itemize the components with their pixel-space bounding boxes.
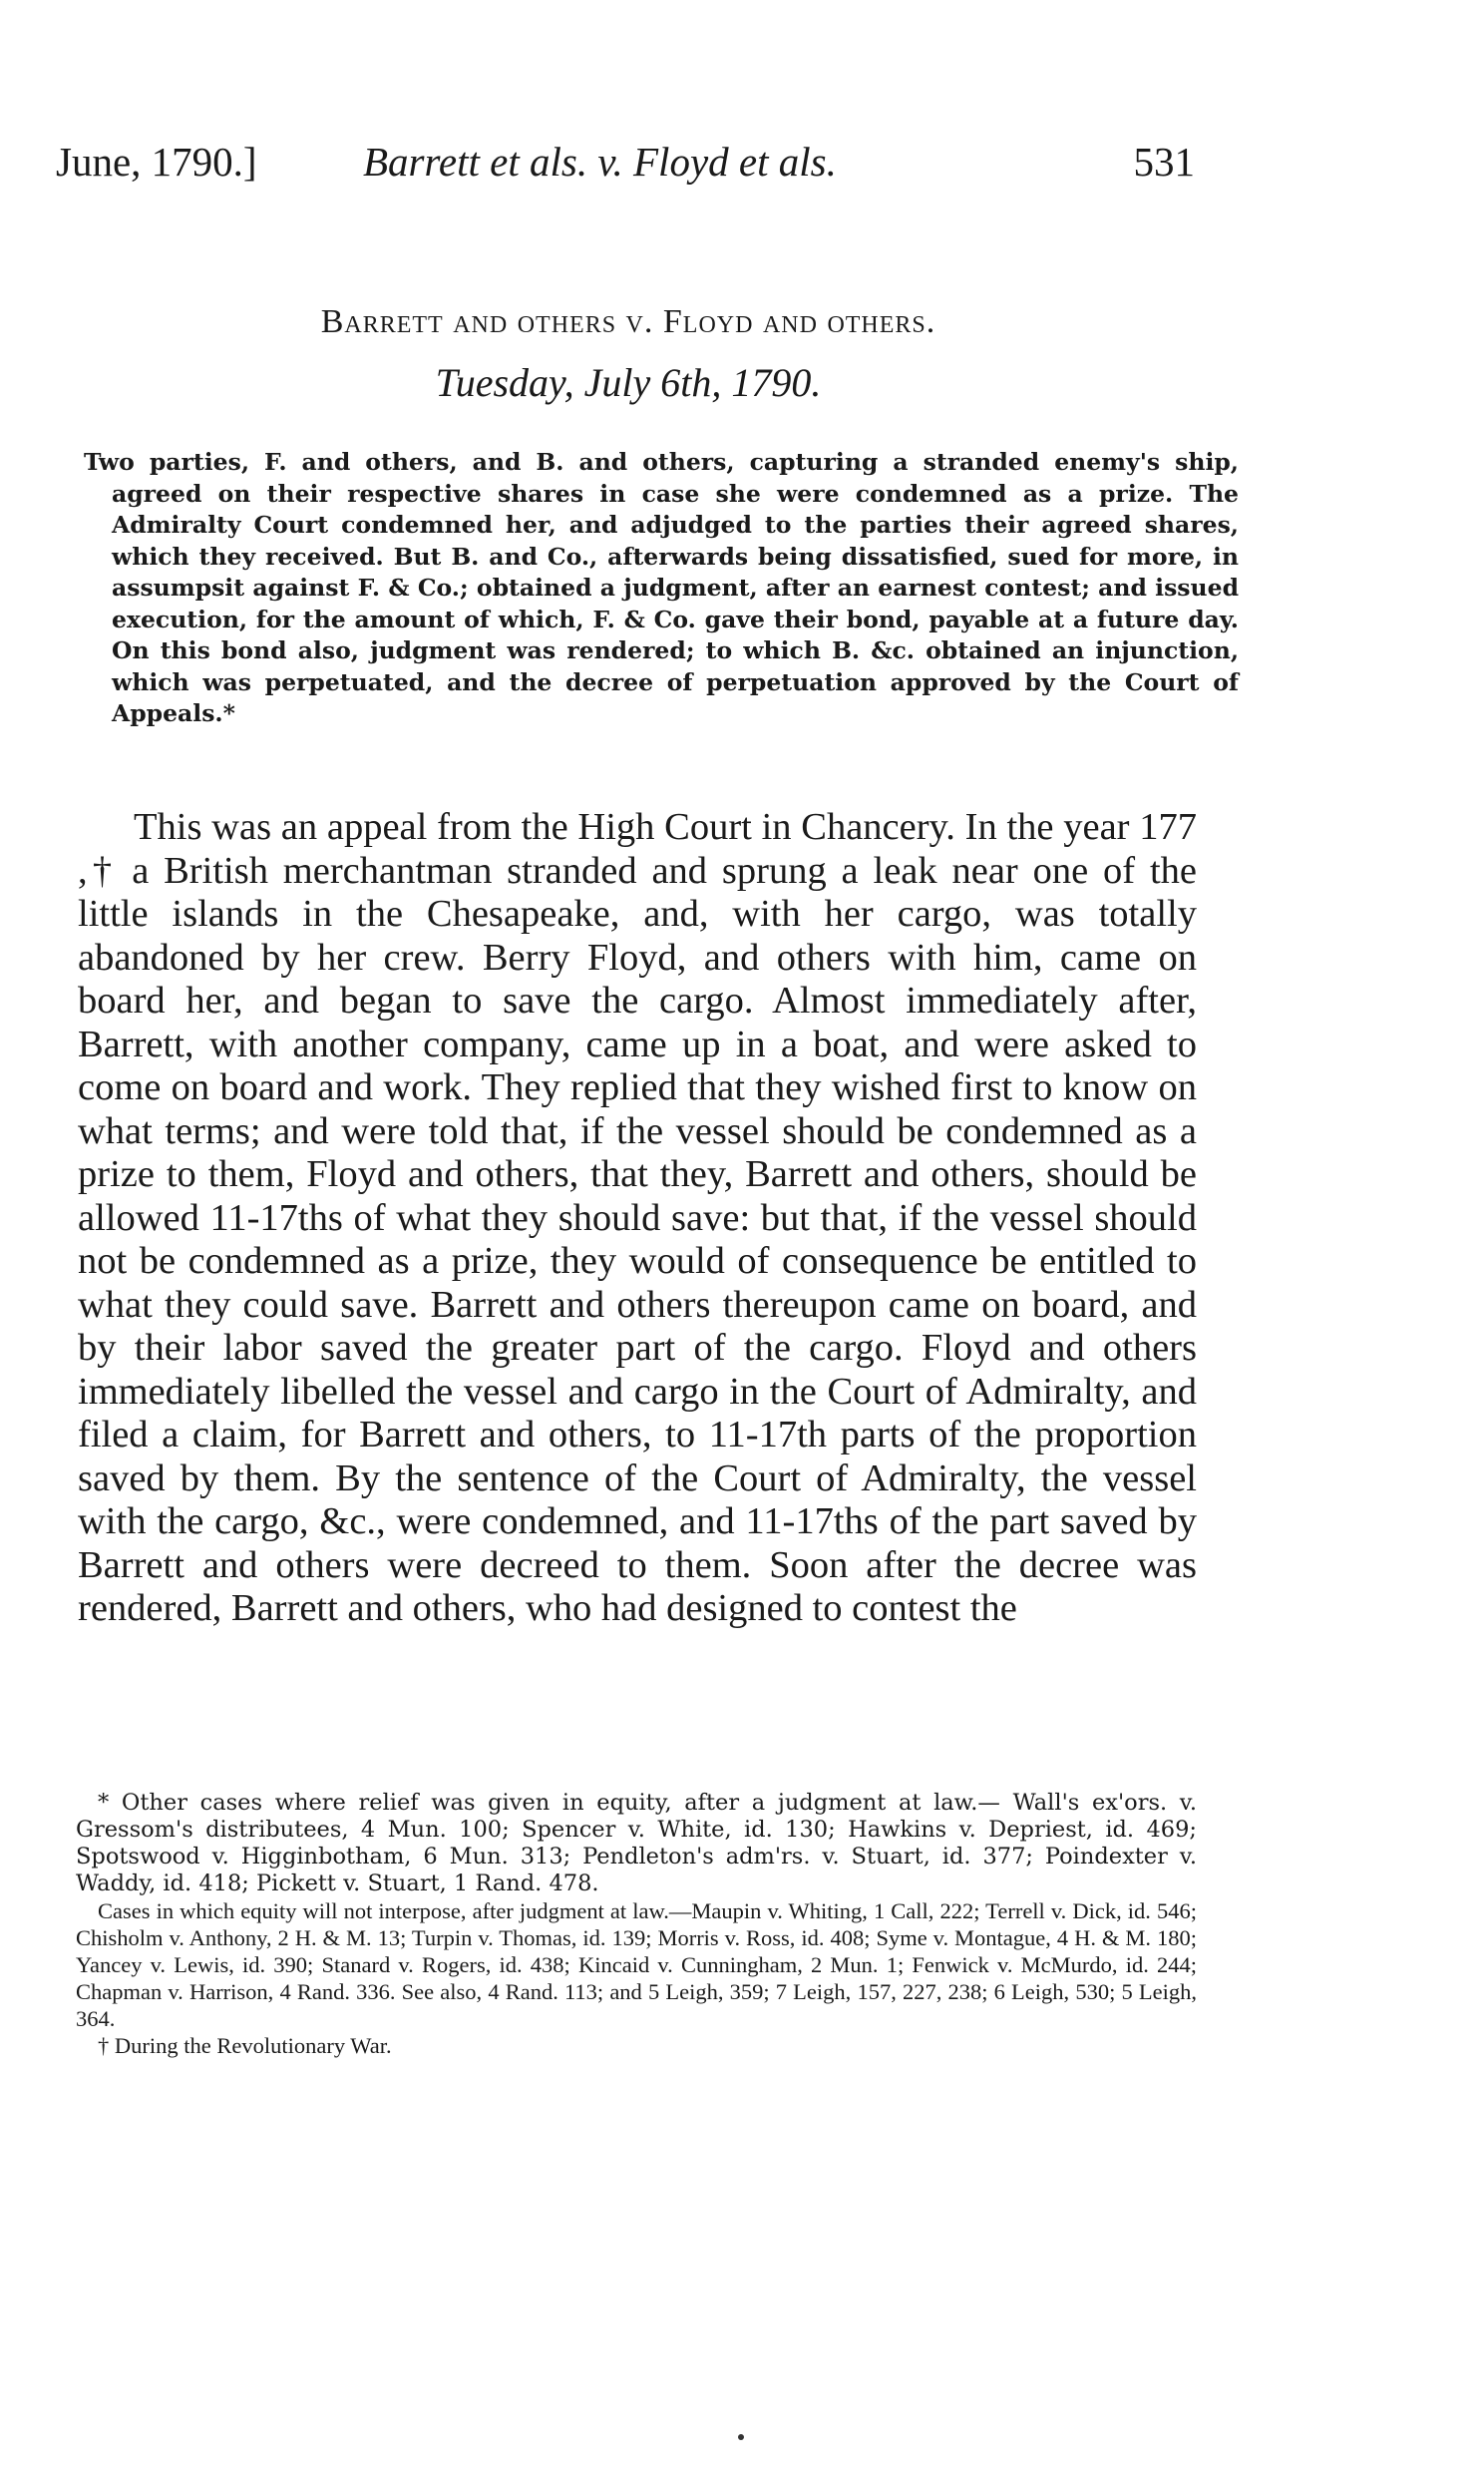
running-head-case: Barrett et als. v. Floyd et als. [363,139,837,185]
case-title: Barrett and others v. Floyd and others. [320,303,936,340]
page-speck [738,2434,744,2440]
opinion-body: This was an appeal from the High Court in Chancery. In the year 177 ,† a British merchantman stranded and sprung a leak near one of the little islands in the Chesapeake, and, with her cargo, was totally abandoned by her crew. Berry Floyd, and others with him, came on board her, and began to save the cargo. Almost immediately after, Barrett, with another company, came up in a boat, and were asked to come on board and work. They replied that they wished first to know on what terms; and were told that, if the vessel should be condemned as a prize to them, Floyd and others, that they, Barrett and others, should be allowed 11-17ths of what they should save: but that, if the vessel should not be condemned as a prize, they would of consequence be entitled to what they could save. Barrett and others thereupon came on board, and by their labor saved the greater part of the cargo. Floyd and others immediately libelled the vessel and cargo in the Court of Admiralty, and filed a claim, for Barrett and others, to 11-17th parts of the proportion saved by them. By the sentence of the Court of Admiralty, the vessel with the cargo, &c., were condemned, and 11-17ths of the part saved by Barrett and others were decreed to them. Soon after the decree was rendered, Barrett and others, who had designed to contest the [78,806,1197,1629]
footnote-revolutionary-war: † During the Revolutionary War. [98,2033,392,2058]
footnotes [76,1790,1197,2059]
footnote-equity-no-interpose: Cases in which equity will not interpose, after judgment at law.—Maupin v. Whiting, 1 Call, 222; Terrell v. Dick, id. 546; Chisholm v. Anthony, 2 H. & M. 13; Turpin v. Thomas, id. 139; Morris v. Ross, id. 408; Syme v. Montague, 4 H. & M. 180; Yancey v. Lewis, id. 390; Stanard v. Rogers, id. 438; Kincaid v. Cunningham, 2 Mun. 1; Fenwick v. McMurdo, id. 244; Chapman v. Harrison, 4 Rand. 336. See also, 4 Rand. 113; and 5 Leigh, 359; 7 Leigh, 157, 227, 238; 6 Leigh, 530; 5 Leigh, 364. [76,1898,1197,2031]
running-head-date: June, 1790.] [56,139,257,185]
case-date: Tuesday, July 6th, 1790. [435,360,822,405]
page-number: 531 [1133,139,1195,185]
headnote: Two parties, F. and others, and B. and others, capturing a stranded enemy's ship, agreed on their respective shares in case she were condemned as a prize. The Admiralty Court condemned her, and adjudged to the parties their agreed shares, which they received. But B. and Co., afterwards being dissatisfied, sued for more, in assumpsit against F. & Co.; obtained a judgment, after an earnest contest; and issued execution, for the amount of which, F. & Co. gave their bond, payable at a future day. On this bond also, judgment was rendered; to which B. &c. obtained an injunction, which was perpetuated, and the decree of perpetuation approved by the Court of Appeals.* [84,448,1239,727]
footnote-equity-relief: * Other cases where relief was given in equity, after a judgment at law.— Wall's ex'ors. v. Gressom's distributees, 4 Mun. 100; Spencer v. White, id. 130; Hawkins v. Depriest, id. 469; Spotswood v. Higginbotham, 6 Mun. 313; Pendleton's adm'rs. v. Stuart, id. 377; Poindexter v. Waddy, id. 418; Pickett v. Stuart, 1 Rand. 478. [76,1790,1197,1896]
running-head [56,136,1195,188]
